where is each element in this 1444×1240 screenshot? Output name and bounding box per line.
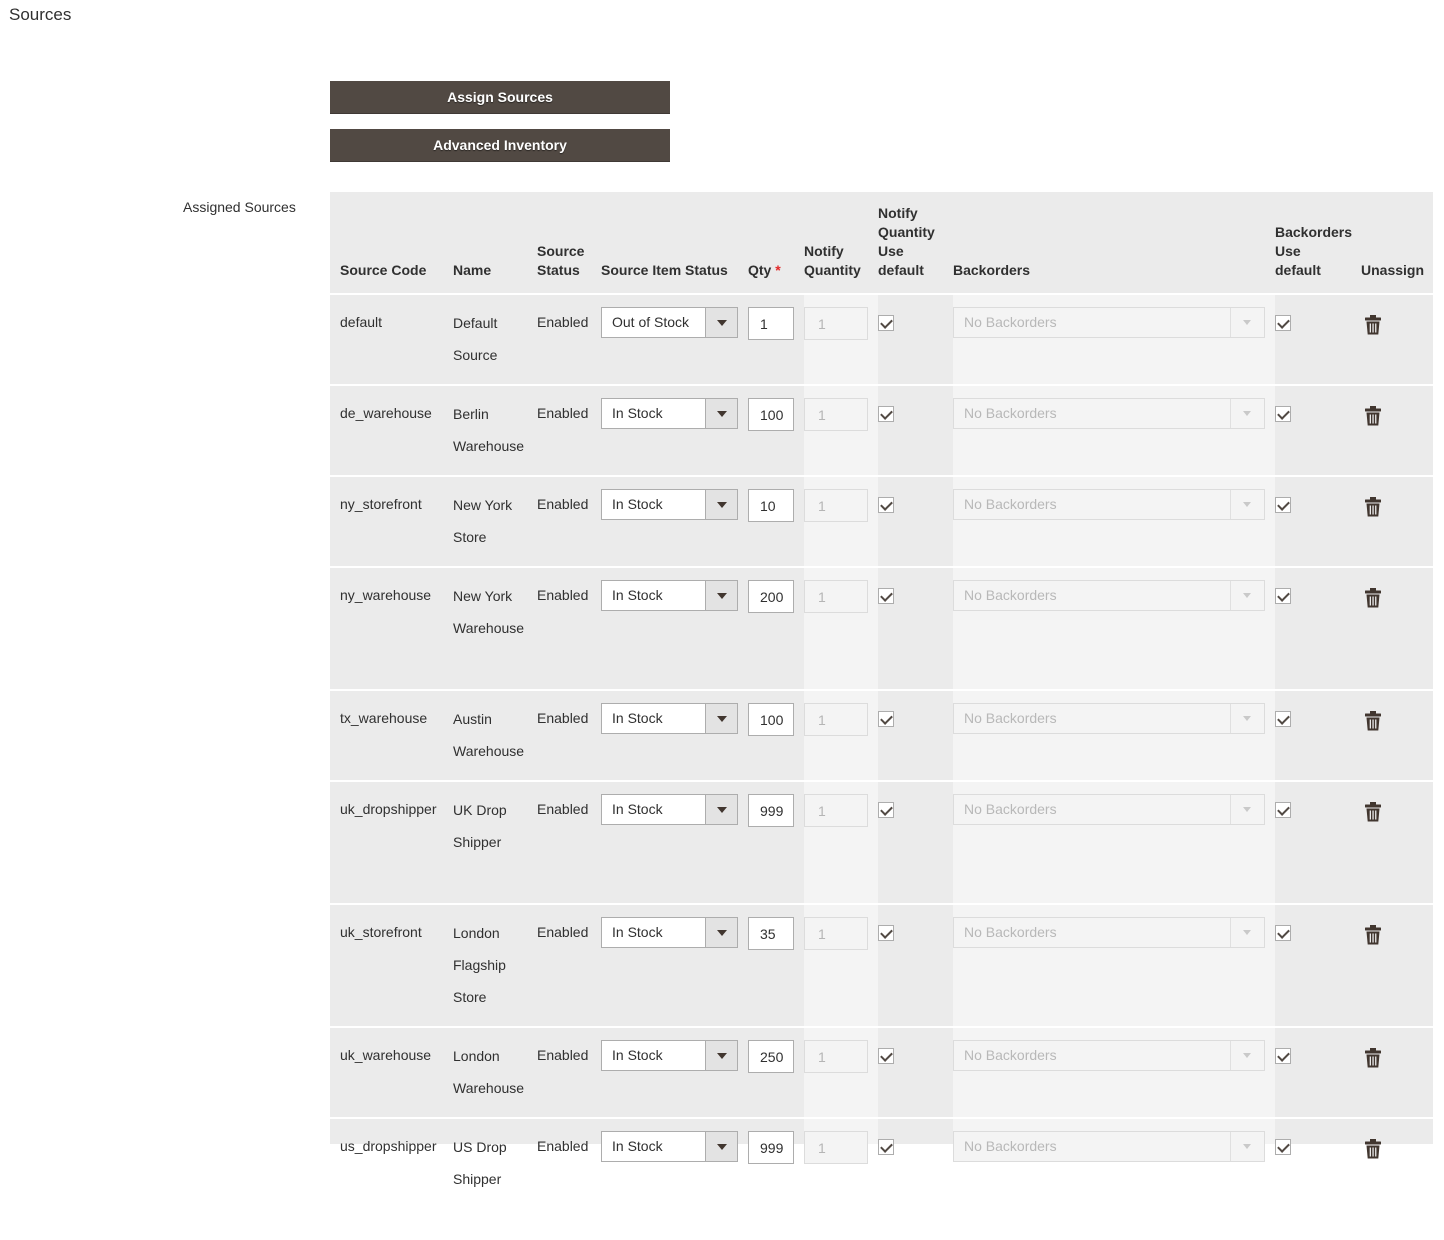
backorders-use-default-checkbox[interactable] (1275, 802, 1291, 818)
source-code: uk_warehouse (340, 1047, 432, 1063)
notify-quantity-input: 1 (804, 398, 868, 431)
chevron-down-icon (1230, 918, 1264, 947)
backorders-use-default-checkbox[interactable] (1275, 588, 1291, 604)
row-divider (330, 293, 1433, 295)
notify-use-default-checkbox[interactable] (878, 802, 894, 818)
source-name: Berlin Warehouse (453, 406, 525, 454)
row-divider (330, 1117, 1433, 1119)
advanced-inventory-button[interactable]: Advanced Inventory (330, 129, 670, 162)
source-status: Enabled (537, 314, 589, 330)
qty-input[interactable]: 1 (748, 307, 794, 340)
trash-icon[interactable] (1365, 497, 1381, 517)
source-item-status-select[interactable] (601, 398, 738, 429)
notify-quantity-input: 1 (804, 794, 868, 827)
header-backorders-use-default (1275, 223, 1352, 280)
chevron-down-icon (1230, 704, 1264, 733)
backorders-select (953, 489, 1265, 520)
row-divider (330, 475, 1433, 477)
header-backorders: Backorders (953, 262, 1031, 278)
qty-input[interactable]: 250 (748, 1040, 794, 1073)
header-bod-line2: Use (1275, 243, 1301, 259)
header-qty-label: Qty (748, 262, 772, 278)
header-source-status (537, 242, 584, 280)
chevron-down-icon (1230, 399, 1264, 428)
backorders-select (953, 307, 1265, 338)
source-item-status-select[interactable] (601, 307, 738, 338)
header-notify-line2: Quantity (804, 262, 861, 278)
backorders-select (953, 1040, 1265, 1071)
source-code: uk_dropshipper (340, 801, 437, 817)
source-code: default (340, 314, 383, 330)
source-code: tx_warehouse (340, 710, 428, 726)
source-item-status-value: In Stock (612, 924, 663, 940)
notify-use-default-checkbox[interactable] (878, 1139, 894, 1155)
backorders-select (953, 398, 1265, 429)
chevron-down-icon[interactable] (705, 1041, 737, 1070)
source-item-status-select[interactable] (601, 1131, 738, 1162)
notify-quantity-input: 1 (804, 1040, 868, 1073)
backorders-select (953, 1131, 1265, 1162)
source-item-status-value: In Stock (612, 496, 663, 512)
chevron-down-icon (1230, 1132, 1264, 1161)
trash-icon[interactable] (1365, 315, 1381, 335)
source-name: New York Store (453, 497, 513, 545)
chevron-down-icon[interactable] (705, 581, 737, 610)
backorders-value: No Backorders (964, 496, 1057, 512)
table-row (330, 903, 1433, 1026)
qty-input[interactable]: 999 (748, 1131, 794, 1164)
header-source-item-status: Source Item Status (601, 262, 728, 278)
chevron-down-icon[interactable] (705, 399, 737, 428)
source-item-status-select[interactable] (601, 917, 738, 948)
source-item-status-value: In Stock (612, 801, 663, 817)
source-item-status-value: In Stock (612, 405, 663, 421)
notify-quantity-input: 1 (804, 1131, 868, 1164)
backorders-use-default-checkbox[interactable] (1275, 497, 1291, 513)
header-notify-use-default (878, 204, 935, 280)
notify-use-default-checkbox[interactable] (878, 315, 894, 331)
source-item-status-value: In Stock (612, 1138, 663, 1154)
required-marker: * (775, 262, 781, 278)
row-divider (330, 780, 1433, 782)
trash-icon[interactable] (1365, 588, 1381, 608)
qty-input[interactable]: 200 (748, 580, 794, 613)
source-item-status-select[interactable] (601, 489, 738, 520)
qty-input[interactable]: 100 (748, 398, 794, 431)
backorders-select (953, 917, 1265, 948)
source-status: Enabled (537, 496, 589, 512)
header-unassign: Unassign (1361, 262, 1425, 278)
table-row (330, 475, 1433, 566)
notify-use-default-checkbox[interactable] (878, 497, 894, 513)
chevron-down-icon (1230, 308, 1264, 337)
trash-icon[interactable] (1365, 711, 1381, 731)
backorders-use-default-checkbox[interactable] (1275, 925, 1291, 941)
assigned-sources-label: Assigned Sources (183, 199, 296, 215)
header-nqd-line4: default (878, 262, 924, 278)
backorders-use-default-checkbox[interactable] (1275, 406, 1291, 422)
notify-use-default-checkbox[interactable] (878, 925, 894, 941)
source-code: ny_storefront (340, 496, 422, 512)
chevron-down-icon[interactable] (705, 704, 737, 733)
table-row (330, 780, 1433, 903)
notify-use-default-checkbox[interactable] (878, 1048, 894, 1064)
header-nqd-line2: Quantity (878, 224, 935, 240)
header-notify-quantity (804, 242, 861, 280)
backorders-value: No Backorders (964, 405, 1057, 421)
qty-input[interactable]: 35 (748, 917, 794, 950)
qty-input[interactable]: 100 (748, 703, 794, 736)
source-name: Default Source (453, 315, 498, 363)
source-status: Enabled (537, 1047, 589, 1063)
header-source-code: Source Code (340, 262, 427, 278)
notify-use-default-checkbox[interactable] (878, 711, 894, 727)
table-row (330, 566, 1433, 689)
source-code: uk_storefront (340, 924, 422, 940)
grid-header (330, 192, 1433, 293)
header-source-status-line1: Source (537, 243, 585, 259)
notify-quantity-input: 1 (804, 703, 868, 736)
table-row (330, 293, 1433, 384)
row-divider (330, 566, 1433, 568)
backorders-value: No Backorders (964, 710, 1057, 726)
backorders-use-default-checkbox[interactable] (1275, 711, 1291, 727)
backorders-value: No Backorders (964, 1047, 1057, 1063)
backorders-select (953, 703, 1265, 734)
backorders-value: No Backorders (964, 1138, 1057, 1154)
chevron-down-icon (1230, 490, 1264, 519)
table-row (330, 1026, 1433, 1117)
chevron-down-icon[interactable] (705, 490, 737, 519)
source-item-status-value: In Stock (612, 710, 663, 726)
source-item-status-select[interactable] (601, 794, 738, 825)
header-name: Name (453, 262, 492, 278)
row-divider (330, 384, 1433, 386)
notify-quantity-input: 1 (804, 489, 868, 522)
source-status: Enabled (537, 924, 589, 940)
source-item-status-value: In Stock (612, 587, 663, 603)
table-row (330, 689, 1433, 780)
row-divider (330, 689, 1433, 691)
assign-sources-button[interactable]: Assign Sources (330, 81, 670, 114)
trash-icon[interactable] (1365, 1139, 1381, 1159)
backorders-value: No Backorders (964, 801, 1057, 817)
source-status: Enabled (537, 1138, 589, 1154)
backorders-select (953, 794, 1265, 825)
source-status: Enabled (537, 587, 589, 603)
backorders-value: No Backorders (964, 314, 1057, 330)
source-item-status-value: In Stock (612, 1047, 663, 1063)
notify-quantity-input: 1 (804, 917, 868, 950)
source-name: New York Warehouse (453, 588, 525, 636)
qty-input[interactable]: 999 (748, 794, 794, 827)
source-item-status-select[interactable] (601, 703, 738, 734)
trash-icon[interactable] (1365, 1048, 1381, 1068)
source-code: de_warehouse (340, 405, 432, 421)
chevron-down-icon (1230, 1041, 1264, 1070)
trash-icon[interactable] (1365, 802, 1381, 822)
header-notify-line1: Notify (804, 243, 844, 259)
header-bod-line1: Backorders (1275, 224, 1353, 240)
chevron-down-icon[interactable] (705, 918, 737, 947)
backorders-select (953, 580, 1265, 611)
source-name: US Drop Shipper (453, 1139, 507, 1187)
source-status: Enabled (537, 801, 589, 817)
source-name: London Flagship Store (453, 925, 506, 1005)
source-item-status-select[interactable] (601, 1040, 738, 1071)
source-status: Enabled (537, 710, 589, 726)
backorders-use-default-checkbox[interactable] (1275, 1048, 1291, 1064)
header-nqd-line3: Use (878, 243, 904, 259)
notify-use-default-checkbox[interactable] (878, 406, 894, 422)
chevron-down-icon[interactable] (705, 795, 737, 824)
backorders-use-default-checkbox[interactable] (1275, 315, 1291, 331)
header-source-status-line2: Status (537, 262, 580, 278)
backorders-value: No Backorders (964, 587, 1057, 603)
source-code: us_dropshipper (340, 1138, 437, 1154)
qty-input[interactable]: 10 (748, 489, 794, 522)
backorders-use-default-checkbox[interactable] (1275, 1139, 1291, 1155)
notify-quantity-input: 1 (804, 307, 868, 340)
table-row (330, 384, 1433, 475)
notify-quantity-input: 1 (804, 580, 868, 613)
header-nqd-line1: Notify (878, 205, 918, 221)
trash-icon[interactable] (1365, 406, 1381, 426)
source-status: Enabled (537, 405, 589, 421)
row-divider (330, 1026, 1433, 1028)
chevron-down-icon[interactable] (705, 1132, 737, 1161)
chevron-down-icon[interactable] (705, 308, 737, 337)
source-item-status-select[interactable] (601, 580, 738, 611)
chevron-down-icon (1230, 581, 1264, 610)
header-qty (748, 261, 781, 280)
source-name: UK Drop Shipper (453, 802, 507, 850)
chevron-down-icon (1230, 795, 1264, 824)
table-row (330, 1117, 1433, 1240)
backorders-value: No Backorders (964, 924, 1057, 940)
trash-icon[interactable] (1365, 925, 1381, 945)
row-divider (330, 903, 1433, 905)
source-item-status-value: Out of Stock (612, 314, 690, 330)
notify-use-default-checkbox[interactable] (878, 588, 894, 604)
source-code: ny_warehouse (340, 587, 432, 603)
assigned-sources-grid (330, 192, 1433, 1187)
section-title: Sources (9, 5, 72, 24)
source-name: London Warehouse (453, 1048, 525, 1096)
header-bod-line3: default (1275, 262, 1321, 278)
source-name: Austin Warehouse (453, 711, 525, 759)
